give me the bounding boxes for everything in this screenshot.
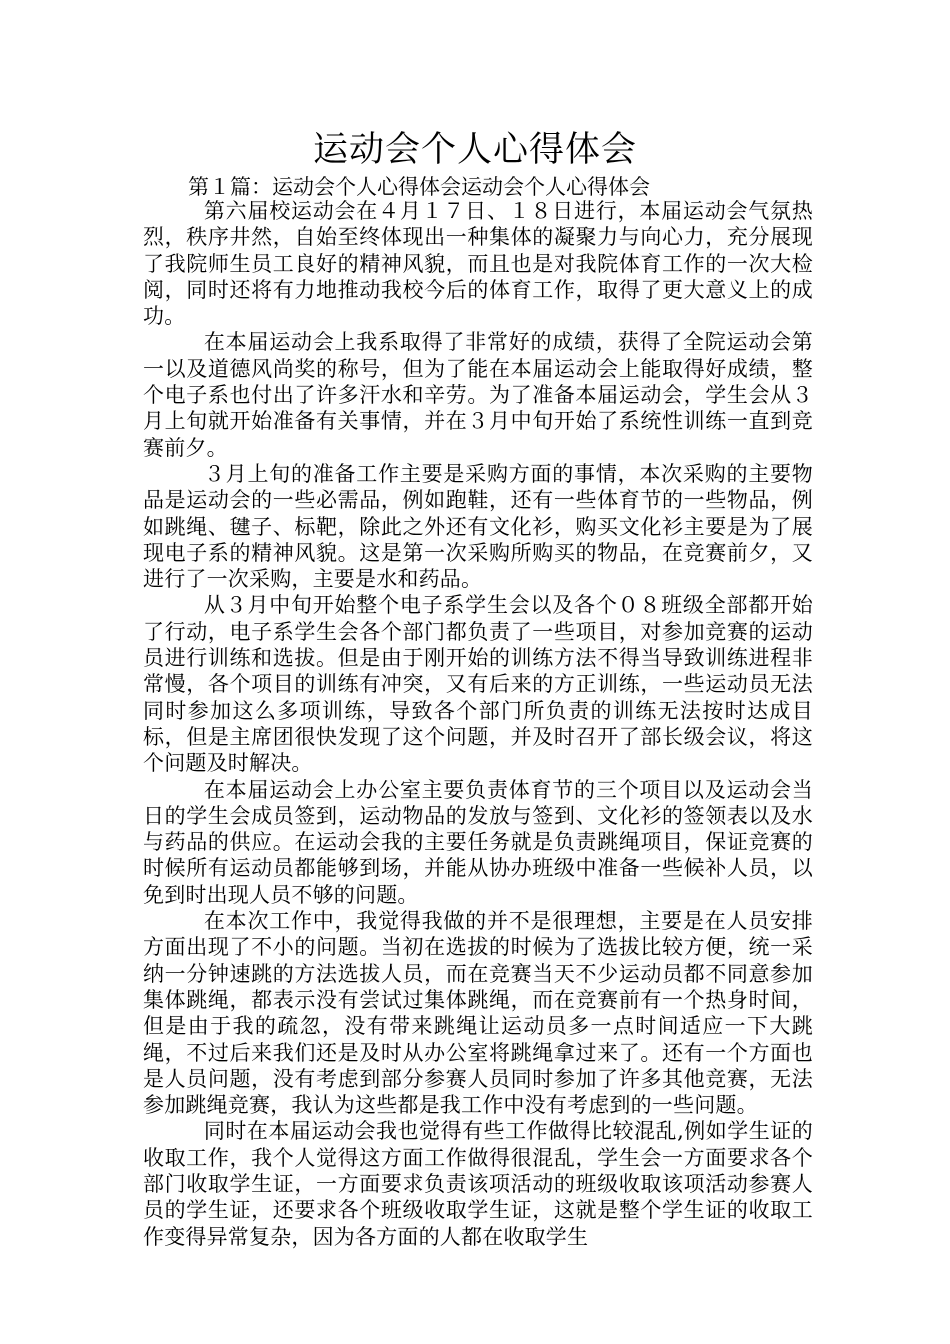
document-title: 运动会个人心得体会 — [312, 130, 637, 170]
paragraph-6: 在本次工作中，我觉得我做的并不是很理想，主要是在人员安排方面出现了不小的问题。当初在选拔的时候为了选拔比较方便，统一采纳一分钟速跳的方法选拔人员，而在竞赛当天不少运动员都不同意参加集体跳绳，都表示没有尝试过集体跳绳，而在竞赛前有一个热身时间，但是由于我的疏忽，没有带来跳绳让运动员多一点时间适应一下大跳绳，不过后来我们还是及时从办公室将跳绳拿过来了。还有一个方面也是人员问题，没有考虑到部分参赛人员同时参加了许多其他竞赛，无法参加跳绳竞赛，我认为这些都是我工作中没有考虑到的一些问题。 — [143, 909, 813, 1118]
paragraph-1: 第六届校运动会在４月１７日、１８日进行，本届运动会气氛热烈，秩序井然，自始至终体现出一种集体的凝聚力与向心力，充分展现了我院师生员工良好的精神风貌，而且也是对我院体育工作的一次大检阅，同时还将有力地推动我校今后的体育工作，取得了更大意义上的成功。 — [143, 199, 813, 329]
paragraph-3: ３月上旬的准备工作主要是采购方面的事情，本次采购的主要物品是运动会的一些必需品，例如跑鞋，还有一些体育节的一些物品，例如跳绳、毽子、标靶，除此之外还有文化衫，购买文化衫主要是为了展现电子系的精神风貌。这是第一次采购所购买的物品，在竞赛前夕，又进行了一次采购，主要是水和药品。 — [143, 461, 813, 592]
document-body — [143, 198, 813, 1250]
paragraph-7: 同时在本届运动会我也觉得有些工作做得比较混乱,例如学生证的收取工作，我个人觉得这方面工作做得很混乱，学生会一方面要求各个部门收取学生证，一方面要求负责该项活动的班级收取该项活动参赛人员的学生证，还要求各个班级收取学生证，这就是整个学生证的收取工作变得异常复杂，因为各方面的人都在收取学生 — [143, 1119, 813, 1249]
paragraph-4: 从３月中旬开始整个电子系学生会以及各个０８班级全部都开始了行动，电子系学生会各个部门都负责了一些项目，对参加竞赛的运动员进行训练和选拔。但是由于刚开始的训练方法不得当导致训练进程非常慢，各个项目的训练有冲突，又有后来的方正训练，一些运动员无法同时参加这么多项训练，导致各个部门所负责的训练无法按时达成目标，但是主席团很快发现了这个问题，并及时召开了部长级会议，将这个问题及时解决。 — [143, 593, 813, 776]
paragraph-2: 在本届运动会上我系取得了非常好的成绩，获得了全院运动会第一以及道德风尚奖的称号，但为了能在本届运动会上能取得好成绩，整个电子系也付出了许多汗水和辛劳。为了准备本届运动会，学生会从３月上旬就开始准备有关事情，并在３月中旬开始了系统性训练一直到竞赛前夕。 — [143, 330, 813, 460]
paragraph-5: 在本届运动会上办公室主要负责体育节的三个项目以及运动会当日的学生会成员签到，运动物品的发放与签到、文化衫的签领表以及水与药品的供应。在运动会我的主要任务就是负责跳绳项目，保证竞赛的时候所有运动员都能够到场，并能从协办班级中准备一些候补人员，以免到时出现人员不够的问题。 — [143, 777, 813, 907]
document-subtitle: 第１篇：运动会个人心得体会运动会个人心得体会 — [188, 175, 650, 199]
